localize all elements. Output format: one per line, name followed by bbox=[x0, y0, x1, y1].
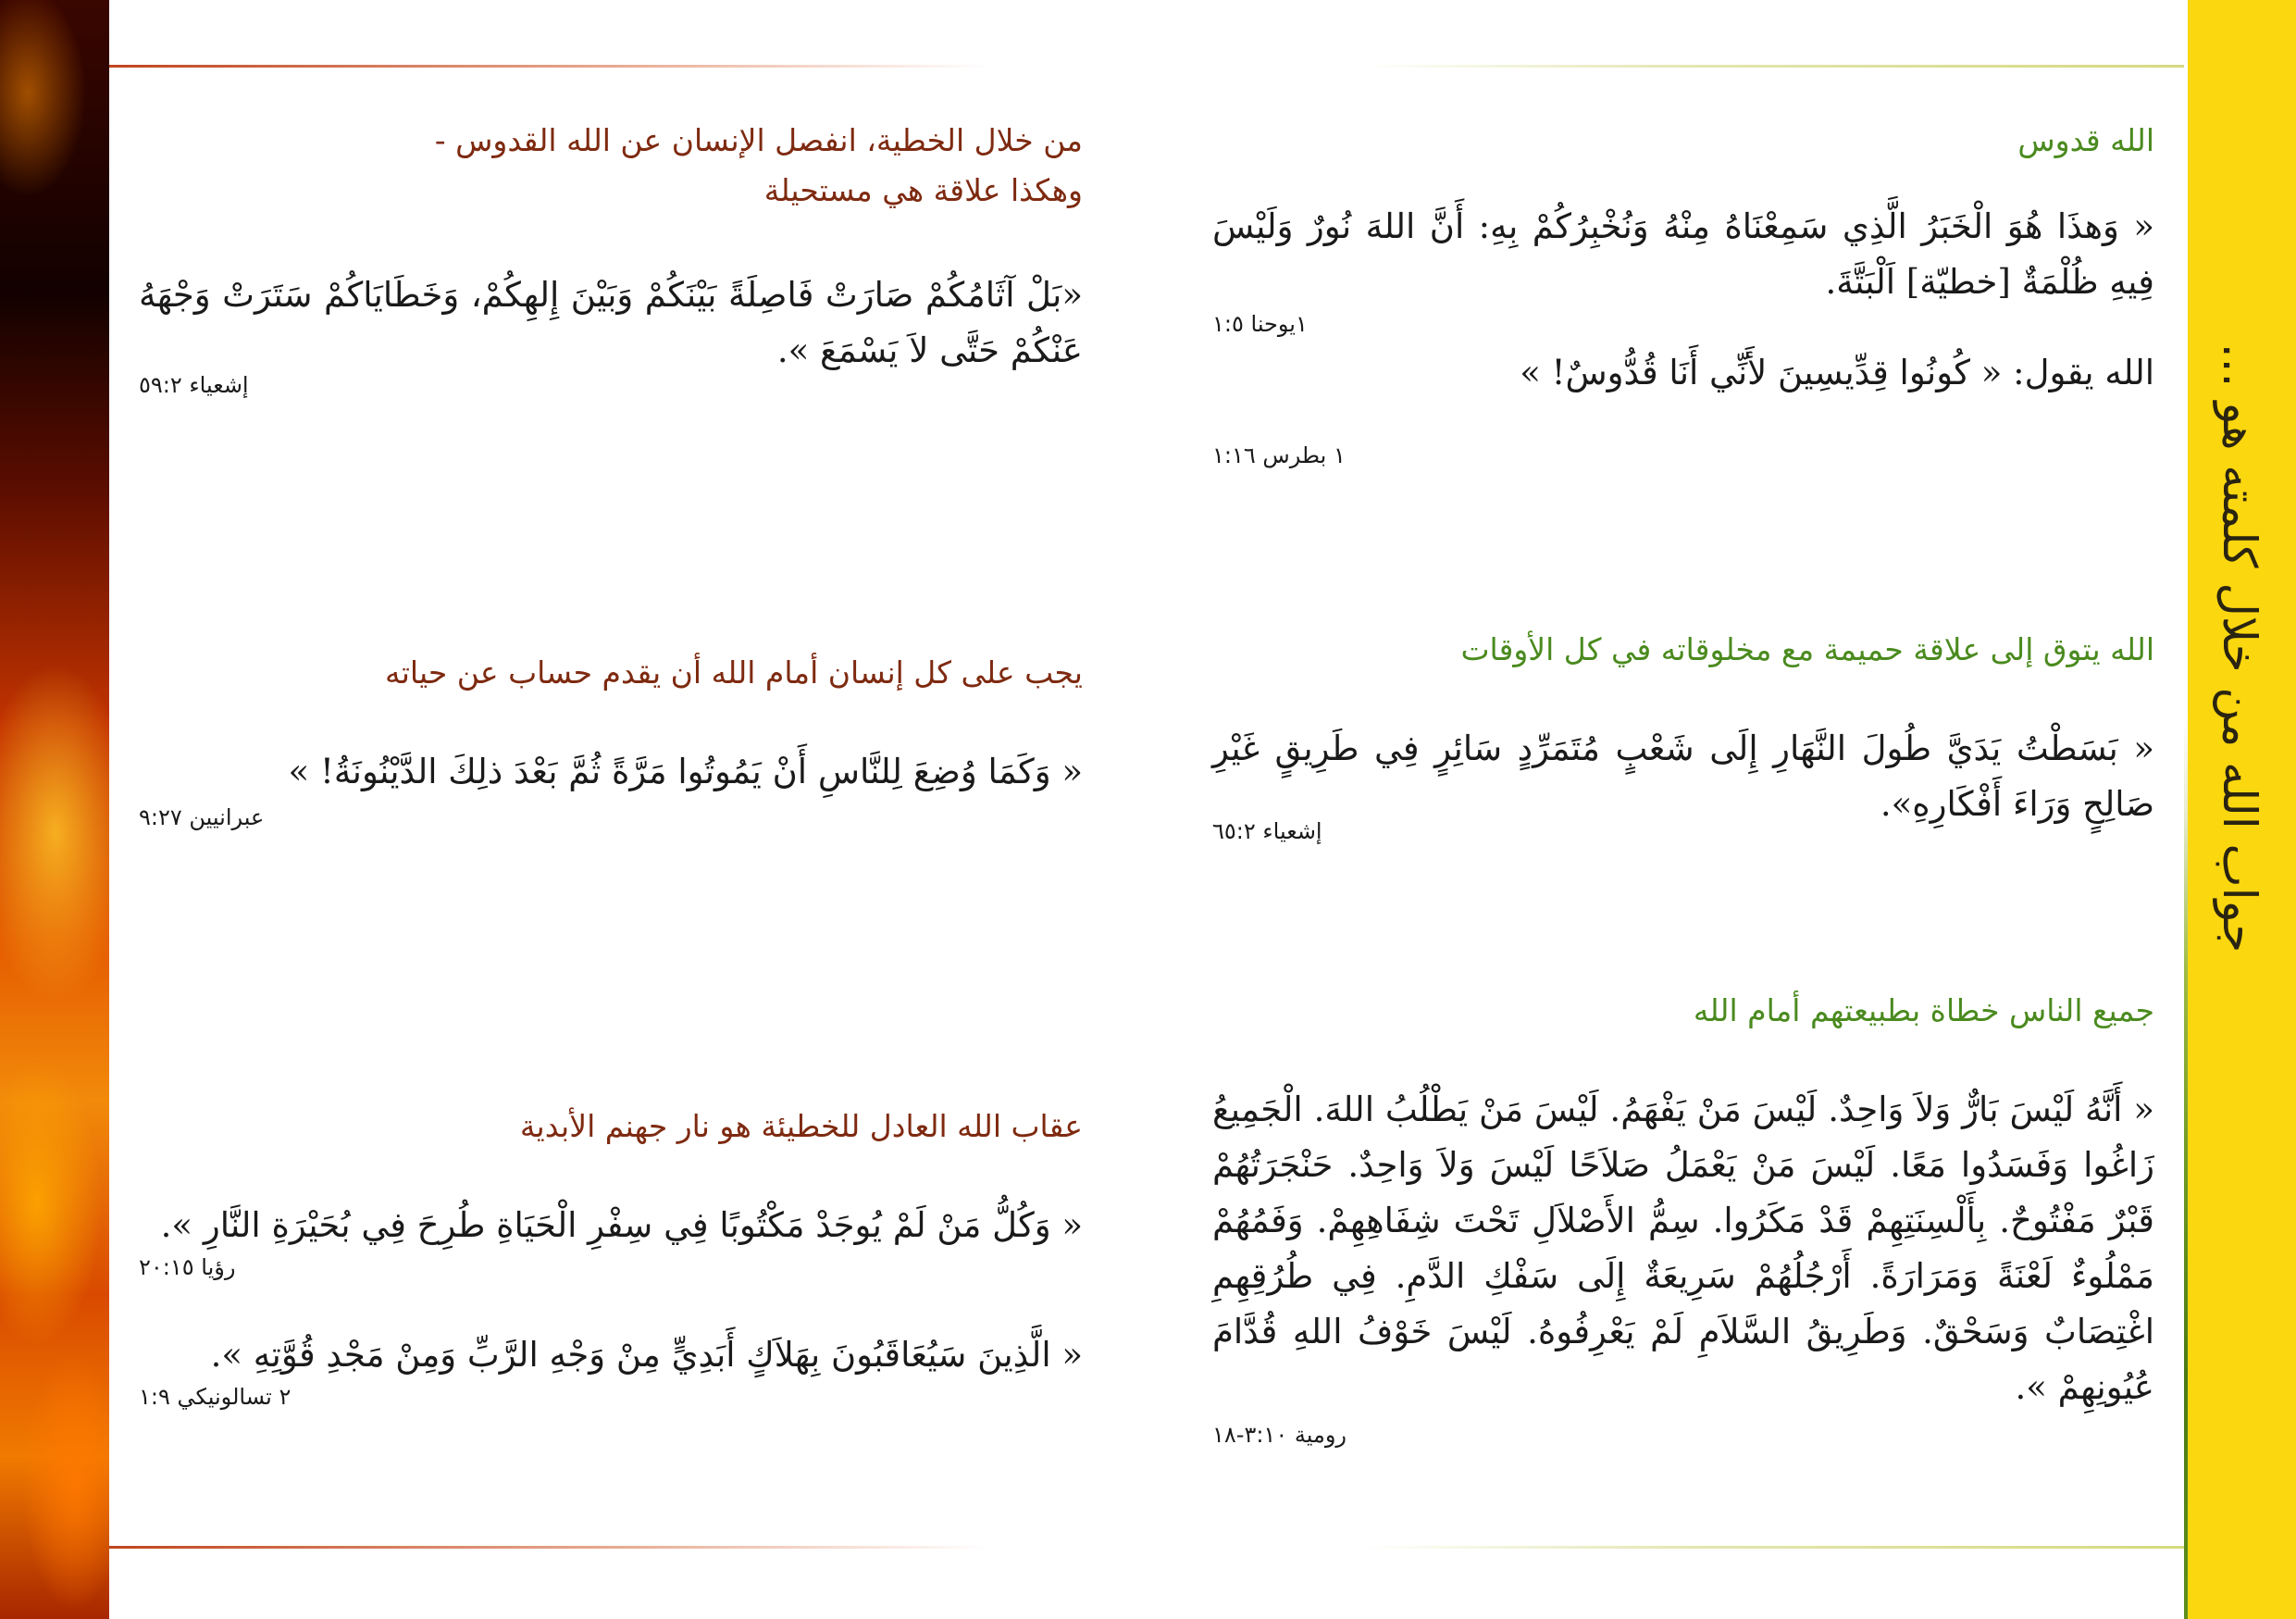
section-sinners bbox=[1212, 986, 2154, 1449]
fire-image bbox=[0, 0, 109, 1619]
verse-reference: ١يوحنا ١:٥ bbox=[1212, 311, 1308, 337]
verse-text: « بَسَطْتُ يَدَيَّ طُولَ النَّهَارِ إِلَى شَعْبٍ مُتَمَرِّدٍ سَائِرٍ فِي طَرِيقٍ غَيْرِ صَالِحٍ وَرَاءَ أَفْكَارِهِ». bbox=[1212, 729, 2154, 824]
verse-text: « وَهذَا هُوَ الْخَبَرُ الَّذِي سَمِعْنَاهُ مِنْهُ وَنُخْبِرُكُمْ بِهِ: أَنَّ اللهَ نُورٌ وَلَيْسَ فِيهِ ظُلْمَةٌ [خطيّة] اَلْبَتَّةَ. bbox=[1212, 206, 2154, 302]
verse-reference: عبرانيين ٩:٢٧ bbox=[139, 804, 265, 830]
divider bbox=[109, 1546, 988, 1549]
verse-text: «بَلْ آثَامُكُمْ صَارَتْ فَاصِلَةً بَيْنَكُمْ وَبَيْنَ إِلهِكُمْ، وَخَطَايَاكُمْ سَتَرَتْ وَجْهَهُ عَنْكُمْ حَتَّى لاَ يَسْمَعَ ». bbox=[139, 275, 1083, 370]
verse-reference: رؤيا ٢٠:١٥ bbox=[139, 1254, 236, 1280]
verse-reference: إشعياء ٥٩:٢ bbox=[139, 372, 249, 398]
divider bbox=[109, 65, 988, 68]
left-column bbox=[139, 116, 1083, 1532]
section-heading: عقاب الله العادل للخطيئة هو نار جهنم الأبدية bbox=[519, 1108, 1083, 1144]
divider bbox=[1360, 1546, 2184, 1549]
section-heading: الله يتوق إلى علاقة حميمة مع مخلوقاته في كل الأوقات bbox=[1460, 631, 2154, 667]
divider bbox=[1360, 65, 2184, 68]
verse-text: « أَنَّهُ لَيْسَ بَارٌّ وَلاَ وَاحِدٌ. لَيْسَ مَنْ يَفْهَمُ. لَيْسَ مَنْ يَطْلُبُ اللهَ. الْجَمِيعُ زَاغُوا وَفَسَدُوا مَعًا. لَيْسَ مَنْ يَعْمَلُ صَلاَحًا لَيْسَ وَلاَ وَاحِدٌ. حَنْجَرَتُهُمْ قَبْرٌ مَفْتُوحٌ. بِأَلْسِنَتِهِمْ قَدْ مَكَرُوا. سِمُّ الأَصْلاَلِ تَحْتَ شِفَاهِهِمْ. وَفَمُهُمْ مَمْلُوءٌ لَعْنَةً وَمَرَارَةً. أَرْجُلُهُمْ سَرِيعَةٌ إِلَى سَفْكِ الدَّمِ. فِي طُرُقِهِمِ اغْتِصَابٌ وَسَحْقٌ. وَطَرِيقُ السَّلاَمِ لَمْ يَعْرِفُوهُ. لَيْسَ خَوْفُ اللهِ قُدَّامَ عُيُونِهِمْ ». bbox=[1212, 1090, 2154, 1407]
section-separation bbox=[139, 116, 1083, 398]
section-heading: من خلال الخطية، انفصل الإنسان عن الله القدوس - bbox=[434, 122, 1083, 158]
verse-text: الله يقول: « كُونُوا قِدِّيسِينَ لأَنِّي أَنَا قُدُّوسٌ! » bbox=[1520, 353, 2154, 392]
verse-reference: إشعياء ٦٥:٢ bbox=[1212, 818, 1322, 844]
section-heading: وهكذا علاقة هي مستحيلة bbox=[763, 172, 1083, 208]
section-heading: الله قدوس bbox=[2017, 122, 2154, 158]
verse-text: « وَكَمَا وُضِعَ لِلنَّاسِ أَنْ يَمُوتُوا مَرَّةً ثُمَّ بَعْدَ ذلِكَ الدَّيْنُونَةُ! » bbox=[288, 752, 1083, 791]
verse-reference: رومية ٣:١٠-١٨ bbox=[1212, 1422, 1347, 1448]
verse-text: « الَّذِينَ سَيُعَاقَبُونَ بِهَلاَكٍ أَبَدِيٍّ مِنْ وَجْهِ الرَّبِّ وَمِنْ مَجْدِ قُوَّتِهِ ». bbox=[210, 1335, 1083, 1375]
section-heading: جميع الناس خطاة بطبيعتهم أمام الله bbox=[1693, 992, 2154, 1028]
section-heading: يجب على كل إنسان أمام الله أن يقدم حساب عن حياته bbox=[385, 654, 1083, 691]
verse-reference: ٢ تسالونيكي ١:٩ bbox=[139, 1384, 292, 1410]
section-judgment bbox=[139, 648, 1083, 831]
verse-text: « وَكُلُّ مَنْ لَمْ يُوجَدْ مَكْتُوبًا فِي سِفْرِ الْحَيَاةِ طُرِحَ فِي بُحَيْرَةِ النَّارِ ». bbox=[160, 1205, 1083, 1245]
right-column bbox=[1212, 116, 2154, 1532]
section-holiness bbox=[1212, 116, 2154, 468]
verse-reference: ١ بطرس ١:١٦ bbox=[1212, 442, 1346, 468]
section-longing bbox=[1212, 625, 2154, 844]
section-punishment bbox=[139, 1102, 1083, 1411]
